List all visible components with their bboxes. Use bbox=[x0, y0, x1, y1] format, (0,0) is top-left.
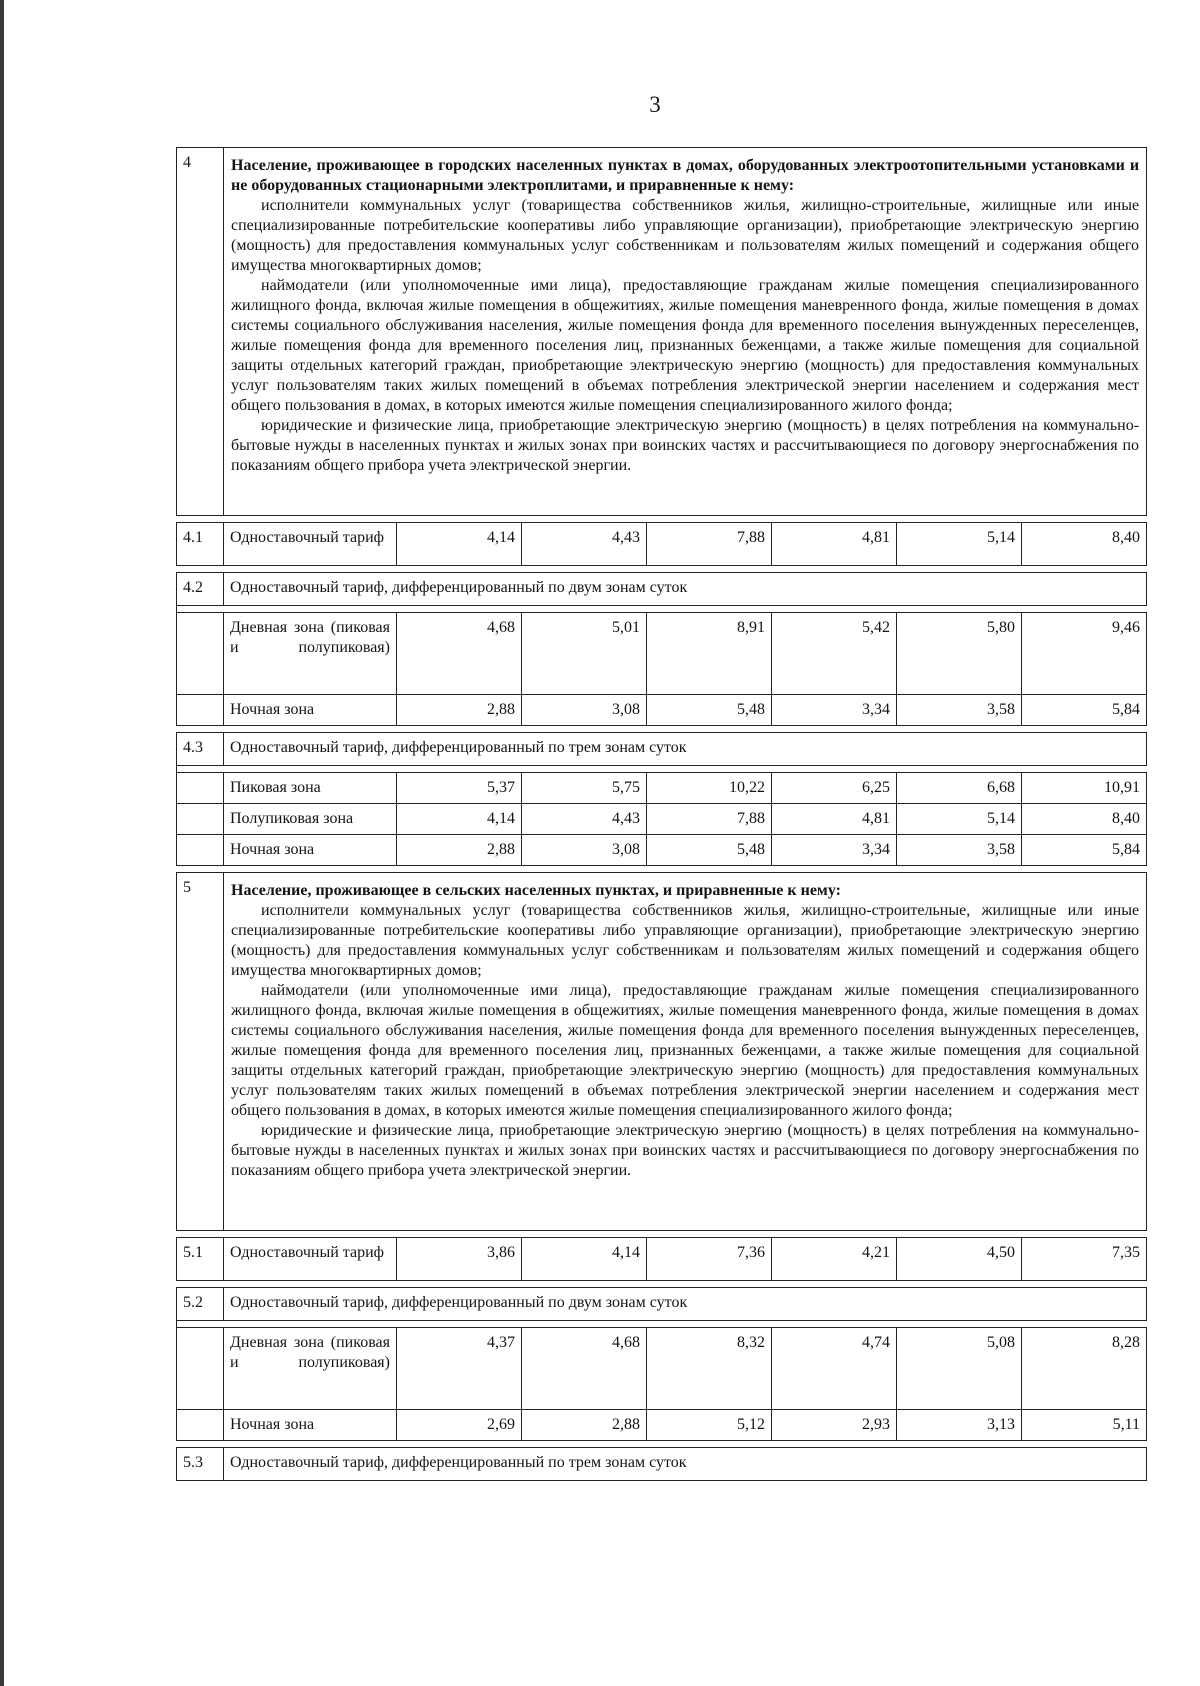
row-label: Пиковая зона bbox=[224, 773, 397, 804]
value-cell: 4,37 bbox=[397, 1328, 522, 1410]
empty-cell bbox=[177, 1328, 224, 1410]
subsection-header-row bbox=[177, 1288, 1147, 1321]
value-cell: 2,88 bbox=[397, 695, 522, 726]
value-cell: 4,81 bbox=[772, 523, 897, 566]
value-cell: 4,21 bbox=[772, 1238, 897, 1281]
value-cell: 8,40 bbox=[1022, 804, 1147, 835]
row-number: 5 bbox=[177, 873, 224, 1231]
section-title: Население, проживающее в городских населенных пунктах в домах, оборудованных электроотопительными установками и не оборудованных стационарными электроплитами, и приравненные к нему: bbox=[231, 157, 1140, 194]
subsection-header-row bbox=[177, 1448, 1147, 1481]
value-cell: 4,81 bbox=[772, 804, 897, 835]
row-number: 5.1 bbox=[177, 1238, 224, 1281]
table-row bbox=[177, 835, 1147, 866]
value-cell: 4,14 bbox=[522, 1238, 647, 1281]
subsection-header-row bbox=[177, 573, 1147, 606]
value-cell: 4,68 bbox=[522, 1328, 647, 1410]
subsection-title: Одноставочный тариф, дифференцированный по трем зонам суток bbox=[224, 1448, 1147, 1481]
value-cell: 8,32 bbox=[647, 1328, 772, 1410]
description-paragraph: наймодатели (или уполномоченные ими лица), предоставляющие гражданам жилые помещения специализированного жилищного фонда, включая жилые помещения в общежитиях, жилые помещения маневренного фонда, жилые помещения в домах системы социального обслуживания населения, жилые помещения фонда для временного поселения вынужденных переселенцев, жилые помещения фонда для временного поселения лиц, признанных беженцами, а также жилые помещения для социальной защиты отдельных категорий граждан, приобретающие электрическую энергию (мощность) для предоставления коммунальных услуг пользователям таких жилых помещений в объемах потребления электрической энергии населением и содержания мест общего пользования в домах, в которых имеются жилые помещения специализированного жилого фонда; bbox=[231, 277, 1140, 414]
value-cell: 6,68 bbox=[897, 773, 1022, 804]
row-label: Одноставочный тариф bbox=[224, 523, 397, 566]
table-row bbox=[177, 804, 1147, 835]
value-cell: 5,42 bbox=[772, 613, 897, 695]
description-paragraph: наймодатели (или уполномоченные ими лица), предоставляющие гражданам жилые помещения специализированного жилищного фонда, включая жилые помещения в общежитиях, жилые помещения маневренного фонда, жилые помещения в домах системы социального обслуживания населения, жилые помещения фонда для временного поселения вынужденных переселенцев, жилые помещения фонда для временного поселения лиц, признанных беженцами, а также жилые помещения для социальной защиты отдельных категорий граждан, приобретающие электрическую энергию (мощность) для предоставления коммунальных услуг пользователям таких жилых помещений в объемах потребления электрической энергии населением и содержания мест общего пользования в домах, в которых имеются жилые помещения специализированного жилого фонда; bbox=[231, 982, 1140, 1119]
value-cell: 5,12 bbox=[647, 1410, 772, 1441]
value-cell: 4,14 bbox=[397, 523, 522, 566]
value-cell: 4,74 bbox=[772, 1328, 897, 1410]
value-cell: 2,93 bbox=[772, 1410, 897, 1441]
value-cell: 4,50 bbox=[897, 1238, 1022, 1281]
value-cell: 5,14 bbox=[897, 804, 1022, 835]
value-cell: 5,84 bbox=[1022, 695, 1147, 726]
value-cell: 5,48 bbox=[647, 695, 772, 726]
value-cell: 2,88 bbox=[397, 835, 522, 866]
description-paragraph: исполнители коммунальных услуг (товарищества собственников жилья, жилищно-строительные, жилищные или иные специализированные потребительские кооперативы либо управляющие организации), приобретающие электрическую энергию (мощность) для предоставления коммунальных услуг собственникам и пользователям жилых помещений и содержания общего имущества многоквартирных домов; bbox=[231, 902, 1140, 979]
value-cell: 3,08 bbox=[522, 835, 647, 866]
value-cell: 4,14 bbox=[397, 804, 522, 835]
subsection-header-row bbox=[177, 733, 1147, 766]
value-cell: 8,28 bbox=[1022, 1328, 1147, 1410]
row-label: Полупиковая зона bbox=[224, 804, 397, 835]
row-label: Дневная зона (пиковая и полупиковая) bbox=[224, 613, 397, 695]
section-5-row bbox=[177, 873, 1147, 1231]
row-number: 4.1 bbox=[177, 523, 224, 566]
value-cell: 7,88 bbox=[647, 523, 772, 566]
value-cell: 6,25 bbox=[772, 773, 897, 804]
row-label: Дневная зона (пиковая и полупиковая) bbox=[224, 1328, 397, 1410]
value-cell: 5,48 bbox=[647, 835, 772, 866]
tariff-table bbox=[176, 147, 1147, 1481]
value-cell: 2,69 bbox=[397, 1410, 522, 1441]
value-cell: 3,58 bbox=[897, 695, 1022, 726]
empty-cell bbox=[177, 695, 224, 726]
table-row bbox=[177, 695, 1147, 726]
value-cell: 2,88 bbox=[522, 1410, 647, 1441]
value-cell: 5,80 bbox=[897, 613, 1022, 695]
row-label: Одноставочный тариф bbox=[224, 1238, 397, 1281]
row-label: Ночная зона bbox=[224, 835, 397, 866]
table-row bbox=[177, 773, 1147, 804]
value-cell: 10,91 bbox=[1022, 773, 1147, 804]
value-cell: 3,08 bbox=[522, 695, 647, 726]
table-row bbox=[177, 1328, 1147, 1410]
value-cell: 5,14 bbox=[897, 523, 1022, 566]
empty-cell bbox=[177, 613, 224, 695]
value-cell: 9,46 bbox=[1022, 613, 1147, 695]
value-cell: 10,22 bbox=[647, 773, 772, 804]
empty-cell bbox=[177, 804, 224, 835]
empty-cell bbox=[177, 835, 224, 866]
row-number: 4.3 bbox=[177, 733, 224, 766]
section-4-description bbox=[224, 148, 1147, 516]
value-cell: 7,88 bbox=[647, 804, 772, 835]
table-row bbox=[177, 523, 1147, 566]
value-cell: 5,84 bbox=[1022, 835, 1147, 866]
table-row bbox=[177, 1410, 1147, 1441]
section-5-description bbox=[224, 873, 1147, 1231]
table-row bbox=[177, 613, 1147, 695]
value-cell: 8,40 bbox=[1022, 523, 1147, 566]
value-cell: 3,86 bbox=[397, 1238, 522, 1281]
value-cell: 4,43 bbox=[522, 804, 647, 835]
value-cell: 5,08 bbox=[897, 1328, 1022, 1410]
value-cell: 7,36 bbox=[647, 1238, 772, 1281]
value-cell: 5,37 bbox=[397, 773, 522, 804]
row-number: 5.2 bbox=[177, 1288, 224, 1321]
value-cell: 3,34 bbox=[772, 835, 897, 866]
empty-cell bbox=[177, 1410, 224, 1441]
table-row bbox=[177, 1238, 1147, 1281]
row-number: 4 bbox=[177, 148, 224, 516]
description-paragraph: юридические и физические лица, приобретающие электрическую энергию (мощность) в целях потребления на коммунально-бытовые нужды в населенных пунктах и жилых зонах при воинских частях и рассчитывающиеся по договору энергоснабжения по показаниям общего прибора учета электрической энергии. bbox=[231, 1122, 1140, 1179]
value-cell: 3,58 bbox=[897, 835, 1022, 866]
value-cell: 8,91 bbox=[647, 613, 772, 695]
subsection-title: Одноставочный тариф, дифференцированный по двум зонам суток bbox=[224, 573, 1147, 606]
subsection-title: Одноставочный тариф, дифференцированный по трем зонам суток bbox=[224, 733, 1147, 766]
row-number: 5.3 bbox=[177, 1448, 224, 1481]
description-paragraph: юридические и физические лица, приобретающие электрическую энергию (мощность) в целях потребления на коммунально-бытовые нужды в населенных пунктах и жилых зонах при воинских частях и рассчитывающиеся по договору энергоснабжения по показаниям общего прибора учета электрической энергии. bbox=[231, 417, 1140, 474]
value-cell: 5,11 bbox=[1022, 1410, 1147, 1441]
row-label: Ночная зона bbox=[224, 1410, 397, 1441]
value-cell: 5,01 bbox=[522, 613, 647, 695]
section-4-row bbox=[177, 148, 1147, 516]
value-cell: 3,13 bbox=[897, 1410, 1022, 1441]
value-cell: 7,35 bbox=[1022, 1238, 1147, 1281]
value-cell: 5,75 bbox=[522, 773, 647, 804]
section-title: Население, проживающее в сельских населенных пунктах, и приравненные к нему: bbox=[231, 882, 841, 899]
value-cell: 4,43 bbox=[522, 523, 647, 566]
description-paragraph: исполнители коммунальных услуг (товарищества собственников жилья, жилищно-строительные, жилищные или иные специализированные потребительские кооперативы либо управляющие организации), приобретающие электрическую энергию (мощность) для предоставления коммунальных услуг собственникам и пользователям жилых помещений и содержания общего имущества многоквартирных домов; bbox=[231, 197, 1140, 274]
subsection-title: Одноставочный тариф, дифференцированный по двум зонам суток bbox=[224, 1288, 1147, 1321]
value-cell: 3,34 bbox=[772, 695, 897, 726]
value-cell: 4,68 bbox=[397, 613, 522, 695]
row-number: 4.2 bbox=[177, 573, 224, 606]
empty-cell bbox=[177, 773, 224, 804]
row-label: Ночная зона bbox=[224, 695, 397, 726]
scan-edge bbox=[0, 0, 4, 1686]
page-number: 3 bbox=[649, 92, 661, 117]
